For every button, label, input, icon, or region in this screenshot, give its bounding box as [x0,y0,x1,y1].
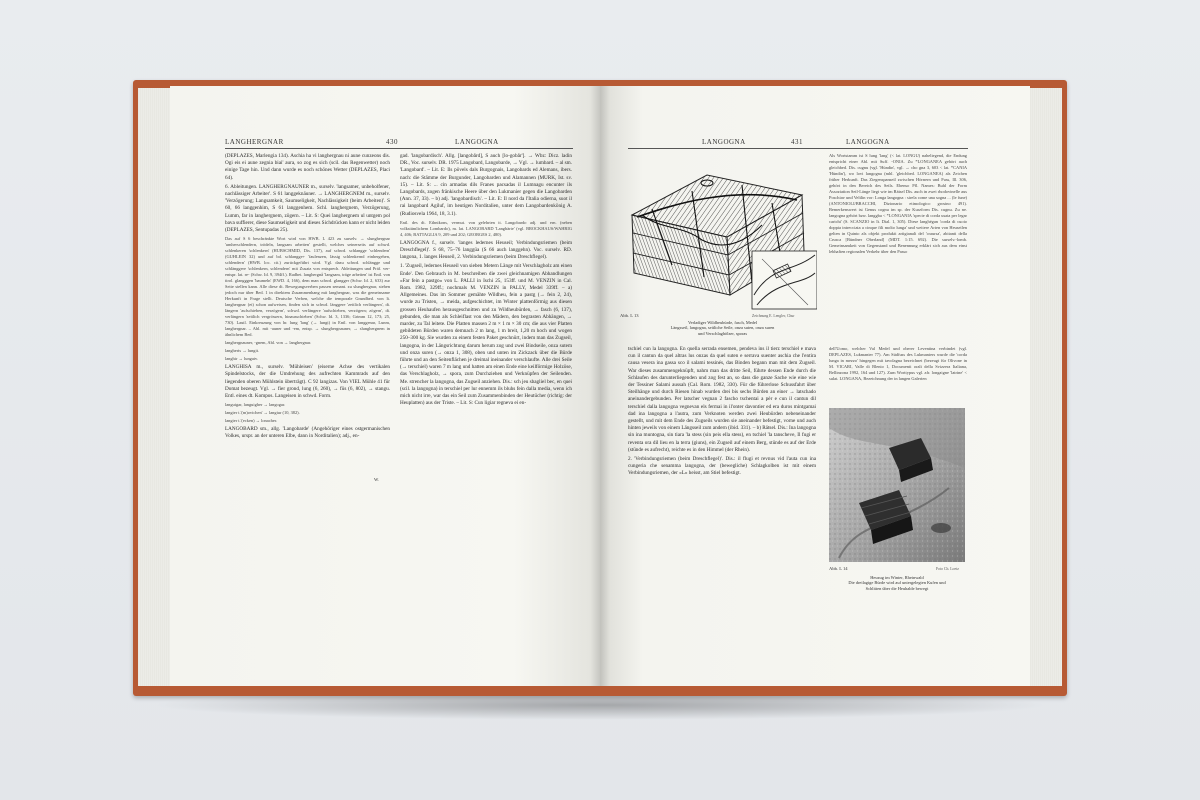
header-rule-right [628,148,968,149]
running-head-left-2: LANGOGNA [455,138,499,146]
hay-bundle-drawing [612,155,817,310]
book-gutter [590,86,610,686]
figure1-label: Abb. L 13 [620,313,639,318]
paragraph: 2. 'Verbindungsriemen (beim Dreschflegel)'. Dis.: il flugi et revnus vid l'auta cun ina cungeria che senamma langogna, der (bewegliche) Schlagkolben ist mit einem Verbindungsriemen, der «L» heisst, am Stiel befestigt. [628,456,816,477]
paragraph: Entl. des dt. Ethnikons, vermut. von gelehrten it. Langobardo adj. und ern. (neben volkstümlichem Lombardo), m. lat. LANGOBARD 'Langbärte' (vgl. BROCKHAUS/WAHRIG 4, 406; BATTAGLIA 9, 209 und 202; GEORGES 2, 480). [400,219,572,237]
running-head-right-2: LANGOGNA [846,138,890,146]
paragraph: Als Wortstamm ist S lung 'lang' (< lat. LONGU) naheliegend, die Endung entspricht einer Abl. mit Suff. -ONIA. Zu *LONGANEA gehört auch gleichbed. Dis. cugnu (vgl. 'Hündin', vgl. → cho gna 3, 603 < lat. *CANIA 'Hündin'), wo lovi langogna (mhl. 'gleichbed. LONGANEA) als Zeichen früher Herkunft. Das Ziegenspanseil zwischen Hörnern und Fuss, Ill. 306, gehört in den Bereich des Seils. Ebenso Pfl. Names: Buhl der Form Assoziation Seil-Länge liegt wie im Rätsel Dis. auch in zwei rhodovinelle aus Poschiav und Veltlin vor: Longa langogna : sirela come una sogna ... (le fune) (ANTONIOLI/BRACCHI, Dizionario etimologico grosino 491). Bemerkenswert ist Genus cognu im sp. der Kurzform Dis. cugnu. Zu ne. langogna gehört bzw. langgba < *LONGANIA 'specie di corda usata per legar carichi' (S. SCANZIO in It. Dial. 1, 305). Diese langhëgan 'corda di cuoio doppia intrecciata a cinque fili molto lunga' und weitere Arten von Heuseilen gelten in Quinto als objekt produkti artigianali del 'craursa', abitanti della Crusca [Bündner Oberland] (MDT. 1:15. 692). Die surselv.-lomb. Gemeinsamkeit von Gegenstand und Benennung erklärt sich aus dem einst lebhaften regionalen Verkehr über den Passo [829,153,967,254]
figure2-credit: Foto Ch. Loetz [936,567,959,571]
right-main-column [628,346,816,608]
paragraph: langier t.'(ecken) → lonacher. [225,418,278,424]
page-stack-right [1028,88,1062,686]
figure1-credit: Zeichnung E. Lengler, Chur [752,314,795,318]
paragraph: langier t.'(m)ovichen' → langiur (10, 382). [225,410,300,416]
footer-mark: W. [374,477,380,482]
paragraph: langheris → lungit. [225,348,260,354]
page-number-right: 431 [791,138,803,146]
running-head-left: LANGHERGNAR [225,138,284,146]
paragraph: (DEPLAZES, Marlengia 134). Aschia ha vi langhergnau ni aune cunzeons dis. Ogi eis ei aune zegnia biai' aura, so zog es sich (scil. das Regenwetter) noch einige Tage hin. Und dann wurde es noch schönes Wetter (DEPLAZES, Placi 64). [225,153,390,181]
figure2-caption: Heuzug im Winter, Rheinwald Die dreilagige Bürde wird auf untergelegten Kufen und Schlitten über die Heuhalde bewegt [848,575,946,591]
paragraph: langhergnauner, -gnem, Abl. von → langhergnar. [225,340,312,346]
right-side-column [829,153,967,336]
paragraph: 6. Ableitungen. LANGHERGNAUNER m., surselv. 'langsamer, unbeholfener, nachlässiger Arbeiter'. S 61 langgeknäuner. → LANGHERGNEM m., surselv. 'Verzögerung; Langsamkeit, Saumseligkeit, Nachlässigkeit (beim Arbeiten)'. S 60, 66 langgenhim, S 61 langgenhem. Schl. langhergnem, Verzögerung, Lumm, far in langhergnem, zögern. – Lit. S: Quei langhergnem ul untgem pol bava suffierer, diese Saumseligkeit und dieses Sichdrücken kann er nicht leiden (DEPLAZES, Sentupadas 25). [225,183,390,234]
paragraph: dell'Uomo, welcher Val Medel und oberer Leventina verbindet (vgl. DEPLAZES, Lukmanier 77). Am Südfuss des Lukmaniers wurde die 'corda lunga in mezzo' hingegen mit tavolagna bezeichnet (bezeugt für Olivone in M. VICARI, Valle di Blenio 1, Documenti orali della Svizzera Italiana, Bellinzona 1992, 164 und 127). Zum Worttypus vgl. afr. longaigne 'latrine' < sulat. LONGANA, Bezeichnung der in langen Galerien [829,346,967,381]
paragraph: gad. 'langobardisch'. Allg. [langobård], S auch [lo-gobår']. → Wbz: Dicz. ladin DR., Voc. surselv. DR. 1975 Langobard, Langobarde, → Vgl. → lumbard. – al sm. 'Langobard'. – Lit. E: Ils pövels dals Burgognais, Langobards ed Alemans, ibers. nach: die Stämme der Burgunder, Langobarden und Alamannen (MURK, Ist. sv. 15). – Lit. S: ... cin armadas dils Franes pacsadas il Lumnagu encunter ils Langobards, zogen fränkische Heere über den Lukmanier gegen die Langobarden (Ann. 37, 33). – b) adj. 'langobardisch'. – Lit. E: Il nord da l'Italia odierna, suot il rai langobard Agiluf, im heutigen Norditalien, unter dem Langobardenkönig A. (Rudiosvela 1964, 18, 3.1). [400,153,572,217]
paragraph: LANGOGNA f., surselv. 'langes ledernes Heuseil; Verbindungsriemen (beim Dreschflegel)'. S 68, 75–76 langgüa (S 66 auch langgehn). Voc. surselv. RD. langona, 1. langes Heuseil, 2. Verbindungsriemen (beim Dreschflegel). [400,239,572,261]
paragraph: tschiel cun la langogna. En quella serrada ensemen, pendeva ins il tierz terschiel e mava cun il cantun da quel altras lus onzas da quel suten e serrava suenter aschia che l'entira causa vesera ina gassa sco il salami tessinés, das Binden begann man mit dem Zugseil. War dieses zusammengeknüpft, nahm man das dritte Seil, führte dessen Ende durch die Schlaufen des darunterliegenden und zog fest an, so dass die ganze Sache wie eine wie der Tessiner Salami aussah (Cal. Rom. 1982, 330). Für die führerlose Schussfahrt über Steilhänge und durch Riesen hinab wurden drei bis sechs Bürden an einer → latschado aneinandergebunden. Per latscher vegnan 2 fascho tschentai a pèr e cun il cantun dil terschiel dalla langogna vegnevan els fermai in il'onter davontier ed era duros mintgamai dad ina langogna a l'autra, zum Verknoten werden zwei Heubürden nebeneinander gestellt, und mit dem Ende des Zugseils wurden sie aneinander befestigt, vorne und auch hinten jeweils von einem Längsseil zum andern (ibid. 331). – b) Rätsel. Dis.: Ina langogna sin ina muntogna, sin tiara 'la stess (sin peis ella stess), en tschiel 'la tanscheve, Il fugi er reventa ora dil lieu en la terra (giuns), ein Zugseil auf einem Berg, stünde es auf der Erde (stünde es aufrecht), reichte es in den Himmel (der Rhein). [628,346,816,453]
left-column-2 [400,153,572,608]
running-head-right: LANGOGNA [702,138,746,146]
right-side-column-continued [829,346,967,402]
figure2-label: Abb. L 14 [829,566,848,571]
page-number-left: 430 [386,138,398,146]
page-stack-left [138,88,172,686]
paragraph: Das auf S 6 beschränkte Wort wird von HWB. L 423 zu surselv. → slunghergnar 'umherschlendern, trödeln, langsam arbeiten' gestellt, welches seinerseits auf schwd. schlenkeren 'schlenkern' (HUBSCHMID, Dis. 137), auf schwd. schlangge 'schlendern' (GUHLEIN 32) und auf bd. schlangge+ 'faulenzen, lässig schlenkernd einhergehen, schlendern' (HWB. loc. cit.) zurückgeführt wird. Vgl. dazu schwd. schlängge und schlänggere 'schlenkern, schlendern' mit Zusatz von entsprech. Ableitungen und Präf. ver- entspr. lat. re- (Schw. Id. 9, 394ff.). Radbet. langhergnå 'langsam, träge arbeiten' ist Entl. von tirol. glangggen 'baumeln' (EWD. 4, 166), dem man schwd. glangger (Schw. Id. 2, 633) zur Seite stellen kann. Alle diese dt. Bewegungsverben passen semant. zu slunghergnar, stehen jedoch nur über Bed. 1 in direktem Zusammenhang mit langhergnar, was die gemeinsame Herkunft in Frage stellt. Deutsche Verben, welche die temporale Grundbed. von lt. langhergnar (et) schon aufweisen, finden sich in schwd. länggere 'zeitlich verlängern', dt. längern 'aufschieben, verzögern', schwd. verlängere 'aufschieben, verzögern; zögern', dt. verlängern 'zeitlich vergrössern, hinausschieben' (Schw. Id. 3, 1336; Grimm 12, 173; 25, 730). Lautl. Einkreuzung von hr. lung 'lang' (→ lungt) in Entl. von langgenar, Lunm, langhergnar. – Abl. mit -auner und -em, entsp. → slunghergnauner, → slunghergnem in ähnlichem Bed. [225,236,390,338]
winter-hay-photo [829,408,965,562]
paragraph: languigar, languigher → langogar. [225,402,286,408]
figure1-caption: Verladiger Wildheubürde, fasch, Medel Längsseil, langogna, seitliche Seile, onza suten, onza suren und Verschlaghölzer, sporas [670,320,775,336]
header-rule-left [225,148,573,149]
paragraph: LANGHISA m., surselv. 'Mühleisen' (eiserne Achse des vertikalen Spindelstocks, der die Umdrehung des aufrechten Kammrads auf den liegenden oberen Mühlstein überträgt). C 92 langizas. Von VIEL Mühle 41 für Domat bezeugt. Vgl. → fier grond, lung (6, 260), → füs (6, 802), → stangu. Entl. eines dt. Kompos. Langeisen in schwd. Form. [225,364,390,400]
paragraph: LANGOBARD sm., allg. 'Langobarde' (Angehöriger eines ostgermanischen Volkes, urspr. an der unteren Elbe, dann in Norditalien); adj., en- [225,426,390,440]
paragraph: 1. 'Zugseil, ledernes Heuseil von sieben Metern Länge mit Verschlagholz am einen Ende'. Den Gebrauch in M. beschreiben die zwei gleichnamigen Abhandlungen «Far fein a pastgo» von L. PALLI in Ischi 25, 153ff. und M. VENZIN in Cal. Rom. 1982, 329ff.; nochmals M. VENZIN in PALLY, Medel 339ff. – a) Allgemeines. Das im Sommer gemähte Wildheu, fein a pastg (→ fein 2, 24), wurde zu Tristen, → meida, aufgeschichtet, im Winter plattenförmig aus diesen grossen Heuhaufen herausgeschnitten und zu Wildheubürden, → fasch (6, 137), gebunden, die man als Schleiflast von den Mädern, den begrasten Abhängen, → marder, zu Tal leitete. Die Platten massen 2 m × 1 m × 30 cm; die aus vier Platten gebildeten Bürden waren demnach 2 m lang, 1 m breit, 1,20 m hoch und wogen 250–300 kg. Sie wurden zu einem festen Paket geschnürt, indem man das Zugseil, langogna, in der Längsrichtung darum herum zog und zwei Bindseile, onza sutem und onza suren (→ onza 1, 308), oben und unten im Zickzack über die Bürde führte und an den Seitenflächen je dreimal ineinander verschlaufte. Alle drei Seile (→ terschiel) waren 7 m lang und hatten am einen Ende eine keilförmige Holzöse, das Verschlagholz, → spora, zum Durchziehen und Verknüpfen der Seilenden. Me. strencher la langogna, das Zugseil anziehen. Dis.: sch jeu sbagliel bec, en quei (scil. la langogna) in terschiel per lur ennemm ils bluhs fein dalla media, wenn ich mich nicht irre, war das ein Seil zum Zusammenbinden der Heutücher (richtig: der Heuplatten) aus der Triste. – Lit. S: Cun ligiar regneva ei en- [400,263,572,407]
left-column-1 [225,153,390,608]
paragraph: langhir → lungaiv. [225,356,259,362]
